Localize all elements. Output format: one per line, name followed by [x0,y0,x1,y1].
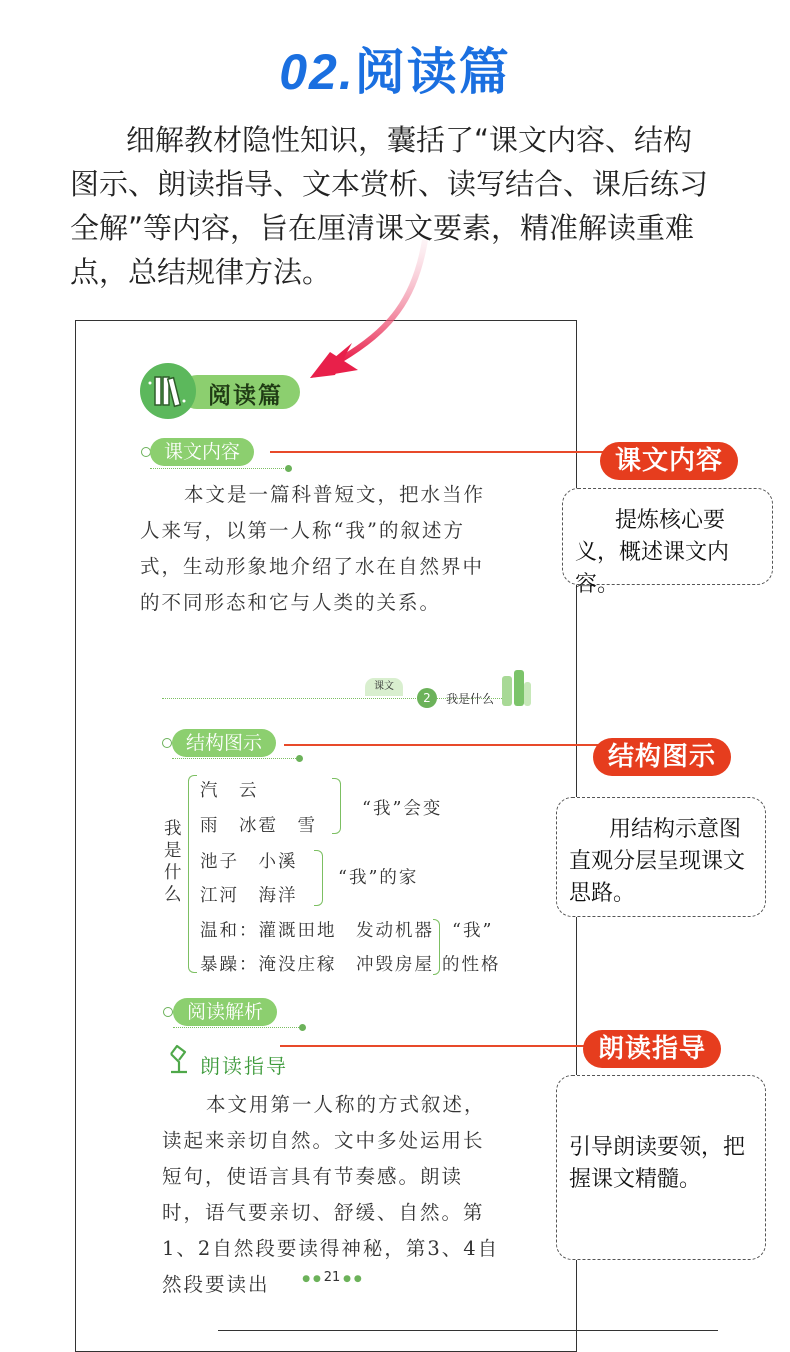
callout-tag-reading: 朗读指导 [583,1030,721,1068]
page-title [0,32,790,104]
page-number: 21 [323,1270,341,1285]
structure-line: 江河 海洋 [200,886,298,906]
intro-paragraph: 细解教材隐性知识，囊括了“课文内容、结构图示、朗读指导、文本赏析、读写结合、课后练习全解”等内容，旨在厘清课文要素，精准解读重难点，总结规律方法。 [70,123,709,289]
structure-result: 的性格 [442,955,501,975]
callout-tag-structure: 结构图示 [593,738,731,776]
dot-icon: ● ● [340,1274,362,1284]
callout-note-text: 用结构示意图直观分层呈现课文思路。 [569,817,746,906]
structure-result: “我”会变 [362,799,443,819]
structure-line: 雨 冰雹 雪 [200,816,317,836]
structure-line: 汽 云 [200,781,259,801]
callout-note-text: 提炼核心要义，概述课文内容。 [575,508,730,597]
callout-note-content [562,488,773,597]
bottles-icon [500,666,532,710]
pointer-arrow-icon [300,230,440,390]
section-content-label: 课文内容 [150,438,254,466]
section-content-text: 本文是一篇科普短文，把水当作人来写，以第一人称“我”的叙述方式，生动形象地介绍了水在自然界中的不同形态和它与人类的关系。 [140,483,486,614]
structure-result: “我”的家 [338,868,419,888]
structure-line: 温和：灌溉田地 发动机器 [200,921,434,941]
callout-note-reading [556,1075,766,1260]
structure-root: 我是什么 [164,819,184,905]
structure-line: 池子 小溪 [200,852,298,872]
title-text: 阅读篇 [354,43,511,101]
page-footer [300,1270,364,1285]
title-number: 02. [279,44,355,100]
callout-tag-content: 课文内容 [600,442,738,480]
lesson-number: 2 [417,688,437,708]
reading-guide-label: 朗读指导 [200,1054,288,1078]
structure-line: 暴躁：淹没庄稼 冲毁房屋 [200,955,434,975]
reading-badge [140,363,300,419]
reading-guide-text: 本文用第一人称的方式叙述，读起来亲切自然。文中多处运用长短句，使语言具有节奏感。朗读时，语气要亲切、舒缓、自然。第1、2自然段要读得神秘，第3、4自然段要读出 [162,1093,500,1296]
badge-label: 阅读篇 [208,382,283,409]
dot-icon: ● ● [302,1274,324,1284]
section-structure-label: 结构图示 [172,729,276,757]
callout-note-text: 引导朗读要领，把握课文精髓。 [569,1135,746,1192]
books-icon [140,363,196,419]
section-analysis-label: 阅读解析 [173,998,277,1026]
lesson-title: 我是什么 [446,692,495,706]
structure-result: “我” [452,921,494,941]
lamp-icon [165,1042,193,1076]
lesson-tag: 课文 [365,678,403,696]
callout-note-structure [556,797,766,917]
